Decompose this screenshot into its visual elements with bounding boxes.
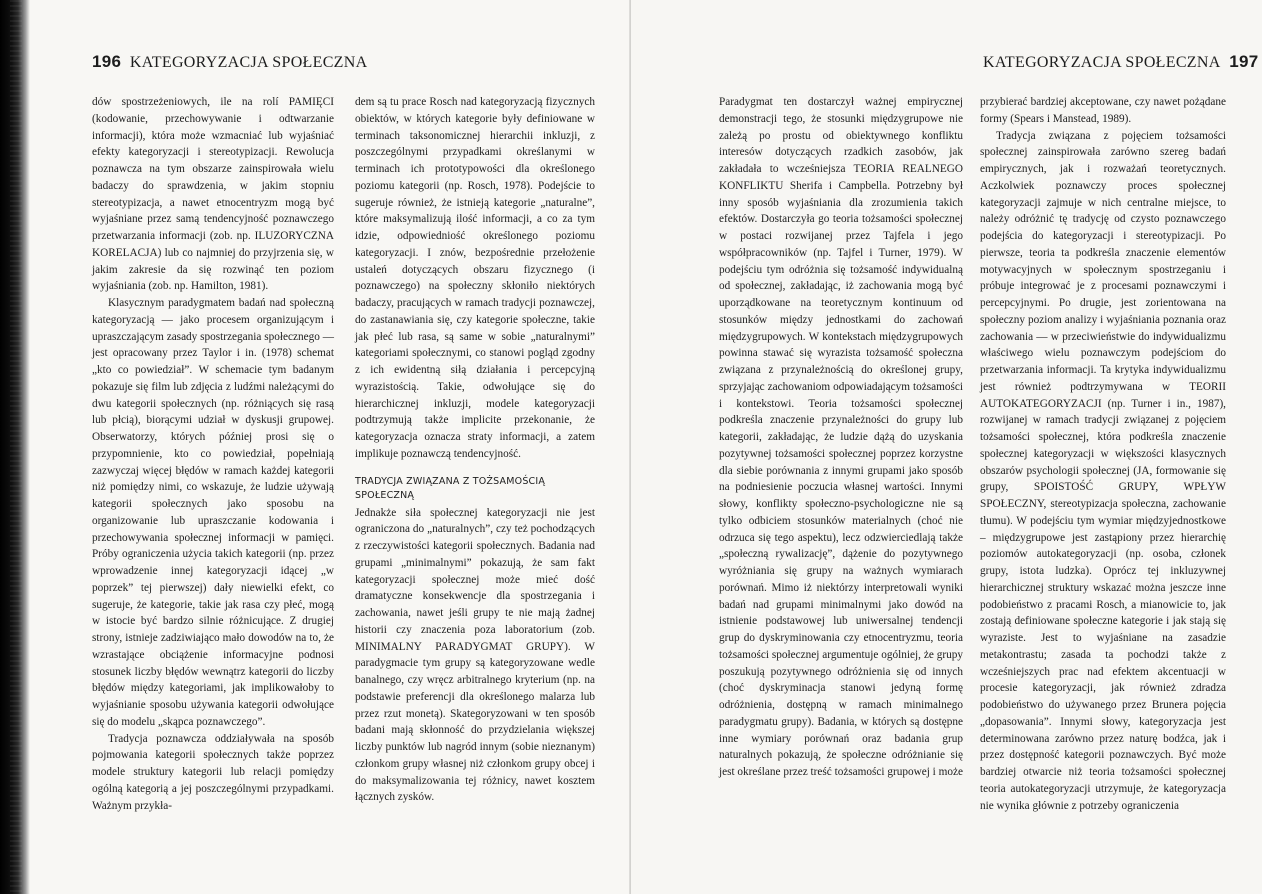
left-page-number: 196 [92, 52, 122, 71]
left-running-head [92, 52, 367, 72]
left-column-2 [355, 94, 595, 806]
left-running-title: KATEGORYZACJA SPOŁECZNA [129, 54, 368, 71]
right-page [631, 0, 1262, 894]
paragraph: Jednakże siła społecznej kategoryzacji nie jest ograniczona do „naturalnych”, czy też pochodzących z rzeczywistości kategorii społecznych. Badania nad grupami „minimalnymi” pokazują, że sam fakt kategoryzacji społecznej może mieć dość dramatyczne konsekwencje dla spostrzegania i zachowania, nawet jeśli grupy te nie mają żadnej historii czy znaczenia poza laboratorium (zob. MINIMALNY PARADYGMAT GRUPY). W paradygmacie tym grupy są kategoryzowane wedle banalnego, czy wręcz arbitralnego kryterium (np. na podstawie preferencji dla określonego malarza lub przez rzut monetą). Skategoryzowani w ten sposób badani mają skłonność do przydzielania większej liczby punktów lub nagród innym (sobie nieznanym) członkom grupy własnej niż członkom grupy obcej i do maksymalizowania tej różnicy, nawet kosztem łącznych zysków. [355, 506, 595, 804]
paragraph: Tradycja poznawcza oddziaływała na sposób pojmowania kategorii społecznych także poprzez modele struktury kategorii lub relacji pomiędzy ogólną kategorią a jej poszczególnymi przypadkami. Ważnym przykła- [92, 732, 334, 812]
paragraph: Klasycznym paradygmatem badań nad społeczną kategoryzacją — jako procesem organizującym i upraszczającym zasady spostrzegania społecznego — jest opracowany przez Taylor i in. (1978) schemat „kto co powiedział”. W schemacie tym badanym pokazuje się film lub zdjęcia z ludźmi należącymi do dwu kategorii społecznych (np. różniących się rasą lub płcią), biorącymi udział w dyskusji grupowej. Obserwatorzy, których później prosi się o przypomnienie, kto co powiedział, popełniają zazwyczaj więcej błędów w ramach każdej kategorii niż pomiędzy nimi, co wskazuje, że ludzie używają kategorii społecznych jako sposobu na organizowanie lub upraszczanie kodowania i przechowywania społecznej informacji w pamięci. Próby ograniczenia użycia takich kategorii (np. przez wprowadzenie innej kategoryzacji idącej „w poprzek” tej pierwszej) dały niewielki efekt, co sugeruje, że kategorie, takie jak rasa czy płeć, mogą w istocie być bardzo silnie różnicujące. Z drugiej strony, istnieje zadziwiająco mało dowodów na to, że wzrastające obciążenie informacyjne podnosi stosunek liczby błędów wewnątrz kategorii do liczby błędów między kategoriami, jak implikowałoby to wyjaśnianie sposobu używania kategorii odwołujące się do modelu „skąpca poznawczego”. [92, 297, 334, 728]
left-column-1 [92, 94, 334, 814]
book-binding-edge [0, 0, 30, 894]
right-page-number: 197 [1229, 52, 1259, 71]
paragraph: Tradycja związana z pojęciem tożsamości społecznej zainspirowała zarówno szereg badań empirycznych, jak i rozważań teoretycznych. Aczkolwiek poznawczy proces społecznej kategoryzacji zajmuje w nich centralne miejsce, to należy odróżnić tę tradycję od czysto poznawczego podejścia do kategoryzacji i stereotypizacji. Po pierwsze, teoria ta podkreśla znaczenie elementów motywacyjnych w społecznym spostrzeganiu i próbuje integrować je z procesami poznawczymi i percepcyjnymi. Po drugie, jest zorientowana na społeczny poziom analizy i wyjaśniania poznania oraz zachowania — w przeciwieństwie do indywidualizmu właściwego wielu poznawczym podejściom do przetwarzania informacji. Ta krytyka indywidualizmu jest również podtrzymywana w TEORII AUTOKATEGORYZACJI (np. Turner i in., 1987), rozwijanej w ramach tradycji związanej z pojęciem tożsamości społecznej, która podkreśla znaczenie społecznej kategoryzacji w większości klasycznych obszarów psychologii społecznej (JA, formowanie się grupy, SPOISTOŚĆ GRUPY, WPŁYW SPOŁECZNY, stereotypizacja społeczna, zachowanie tłumu). W podejściu tym wymiar międzyjednostkowe – międzygrupowe jest zastąpiony przez hierarchię poziomów autokategoryzacji (np. osoba, członek grupy, istota ludzka). Oprócz tej inkluzywnej hierarchicznej struktury wskazać można jeszcze inne podobieństwo z pracami Rosch, a mianowicie to, jak zostają definiowane społeczne kategorie i jak stają się wyraziste. Jest to wyjaśniane na zasadzie metakontrastu; zasada ta pochodzi także z wcześniejszych prac nad efektem akcentuacji w procesie kategoryzacji, jak również zdradza podobieństwo do używanego przez Brunera pojęcia „dopasowania”. Innymi słowy, kategoryzacja jest determinowana zarówno przez naturę bodźca, jak i przez dostępność kategorii poznawczych. Być może bardziej otwarcie niż teoria tożsamości społecznej teoria autokategoryzacji utrzymuje, że kategoryzacja nie wynika głównie z potrzeby ograniczenia [980, 129, 1226, 812]
section-heading-line: TRADYCJA ZWIĄZANA Z TOŻSAMOŚCIĄ [355, 475, 546, 487]
right-column-1 [719, 94, 963, 781]
paragraph: dów spostrzeżeniowych, ile na rolí PAMIĘCI (kodowanie, przechowywanie i odtwarzanie informacji), która może wzmacniać lub wyjaśniać efekty kategoryzacji i stereotypizacji. Rewolucja poznawcza na tym obszarze zainspirowała wielu badaczy do sprawdzenia, w jakim stopniu stereotypizacja, a nawet etnocentryzm mogą być wyjaśniane przez samą tendencyjność poznawczego przetwarzania informacji (zob. np. ILUZORYCZNA KORELACJA) lub co najmniej do przyjrzenia się, w jakim zakresie da się rozwinąć ten poziom wyjaśniania (zob. np. Hamilton, 1981). [92, 96, 334, 293]
paragraph: Paradygmat ten dostarczył ważnej empirycznej demonstracji tego, że stosunki międzygrupowe nie zależą po prostu od obiektywnego konfliktu interesów dotyczących rzadkich zasobów, jak zakładała to wcześniejsza TEORIA REALNEGO KONFLIKTU Sherifa i Campbella. Potrzebny był inny sposób wyjaśniania dla zrozumienia takich efektów. Dostarczyła go teoria tożsamości społecznej w postaci rozwijanej przez Tajfela i jego współpracowników (np. Tajfel i Turner, 1979). W podejściu tym odróżnia się tożsamość indywidualną od społecznej, zakładając, iż zachowania mogą być uporządkowane na teoretycznym kontinuum od stosunków między jednostkami do zachowań międzygrupowych. W kontekstach międzygrupowych powinna stawać się wyrazista tożsamość społeczna związana z przynależnością do określonej grupy, sprzyjając zachowaniom odpowiadającym tożsamości i kontekstowi. Teoria tożsamości społecznej podkreśla znaczenie przynależności do grupy lub kategorii, zakładając, że ludzie dążą do uzyskania pozytywnej tożsamości społecznej poprzez korzystne dla siebie porównania z innymi grupami jako sposób na podniesienie poczucia własnej wartości. Innymi słowy, konflikty społeczno-psychologiczne nie są tylko odbiciem stosunków materialnych (choć nie odrzuca się tego aspektu), lecz odzwierciedlają także „społeczną rywalizację”, dążenie do pozytywnego wyróżniania się grupy na ważnych wymiarach porównań. Mimo iż niektórzy interpretowali wyniki badań nad grupami minimalnymi jako dowód na istnienie podstawowej lub uniwersalnej tendencji grup do dyskryminowania czy etnocentryzmu, teoria tożsamości społecznej argumentuje ogólniej, że grupy poszukują pozytywnego odróżnienia się od innych (choć dyskryminacja stanowi jedyną formę odróżnienia, dostępną w ramach minimalnego paradygmatu grupy). Badania, w których są dostępne inne wymiary porównań oraz badania grup naturalnych pokazują, że społeczne odróżnianie się jest określane przez treść tożsamości grupowej i może [719, 96, 963, 778]
section-heading-line: SPOŁECZNĄ [355, 489, 415, 501]
paragraph: przybierać bardziej akceptowane, czy nawet pożądane formy (Spears i Manstead, 1989). [980, 96, 1226, 125]
left-page [0, 0, 629, 894]
right-running-title: KATEGORYZACJA SPOŁECZNA [983, 54, 1221, 71]
paragraph: dem są tu prace Rosch nad kategoryzacją fizycznych obiektów, w których kategorie były definiowane w terminach taksonomicznej hierarchii inkluzji, z poszczególnymi przypadkami określanymi w terminach ich prototypowości dla określonego poziomu kategorii (np. Rosch, 1978). Podejście to sugeruje również, że istnieją kategorie „naturalne”, które maksymalizują ilość informacji, a co za tym idzie, odpowiedniość określonego poziomu kategoryzacji. I znów, bezpośrednie przełożenie ustaleń dotyczących obszaru fizycznego (i poznawczego) na społeczny skłoniło niektórych badaczy, pracujących w ramach tradycji poznawczej, do zastanawiania się, czy kategorie społeczne, takie jak płeć lub rasa, są same w sobie „naturalnymi” kategoriami społecznymi, co stanowi pogląd zgodny z ich ewidentną siłą działania i percepcyjną wyrazistością. Takie, odwołujące się do hierarchicznej inkluzji, modele kategoryzacji podtrzymują także implicite przekonanie, że kategoryzacja oznacza straty informacji, a zatem implikuje poznawczą tendencyjność. [355, 96, 595, 460]
right-running-head [983, 52, 1258, 72]
section-heading [355, 475, 595, 503]
right-column-2 [980, 94, 1226, 814]
